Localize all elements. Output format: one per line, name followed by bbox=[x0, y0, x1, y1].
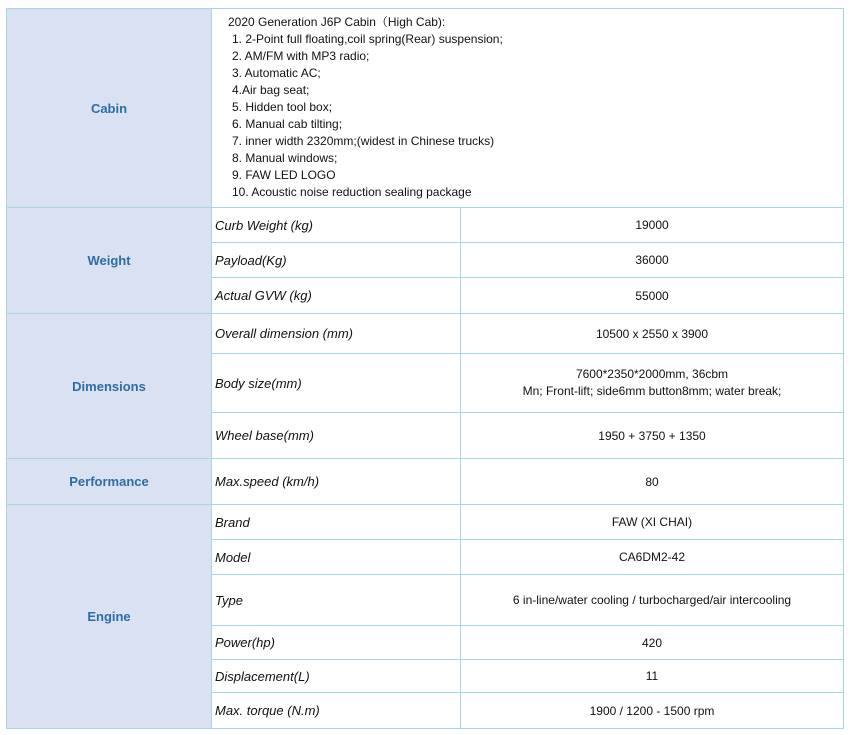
cabin-row bbox=[7, 9, 844, 208]
spec-value: 36000 bbox=[461, 243, 844, 278]
spec-label: Model bbox=[212, 540, 461, 575]
spec-label: Type bbox=[212, 575, 461, 626]
spec-value: 1900 / 1200 - 1500 rpm bbox=[461, 693, 844, 729]
engine-row bbox=[7, 505, 844, 540]
spec-label: Power(hp) bbox=[212, 626, 461, 660]
spec-table bbox=[6, 8, 844, 729]
cabin-line: 7. inner width 2320mm;(widest in Chinese trucks) bbox=[232, 134, 495, 148]
performance-row bbox=[7, 459, 844, 505]
spec-label: Payload(Kg) bbox=[212, 243, 461, 278]
spec-label: Overall dimension (mm) bbox=[212, 314, 461, 354]
category-weight: Weight bbox=[7, 208, 212, 314]
spec-label: Curb Weight (kg) bbox=[212, 208, 461, 243]
cabin-description bbox=[212, 9, 844, 208]
spec-value: 11 bbox=[461, 660, 844, 693]
spec-label: Displacement(L) bbox=[212, 660, 461, 693]
spec-value: 420 bbox=[461, 626, 844, 660]
spec-value: 10500 x 2550 x 3900 bbox=[461, 314, 844, 354]
spec-value: 6 in-line/water cooling / turbocharged/air intercooling bbox=[461, 575, 844, 626]
body-size-line-2: Mn; Front-lift; side6mm button8mm; water break; bbox=[522, 384, 782, 398]
cabin-line: 8. Manual windows; bbox=[232, 151, 338, 165]
cabin-line: 10. Acoustic noise reduction sealing package bbox=[232, 185, 472, 199]
spec-value bbox=[461, 354, 844, 413]
category-dimensions: Dimensions bbox=[7, 314, 212, 459]
spec-value: 19000 bbox=[461, 208, 844, 243]
category-cabin: Cabin bbox=[7, 9, 212, 208]
spec-value: 80 bbox=[461, 459, 844, 505]
category-performance: Performance bbox=[7, 459, 212, 505]
category-engine: Engine bbox=[7, 505, 212, 729]
cabin-line: 5. Hidden tool box; bbox=[232, 100, 333, 114]
spec-label: Actual GVW (kg) bbox=[212, 278, 461, 314]
spec-value: 1950 + 3750 + 1350 bbox=[461, 413, 844, 459]
spec-label: Body size(mm) bbox=[212, 354, 461, 413]
cabin-line: 4.Air bag seat; bbox=[232, 83, 310, 97]
cabin-line: 6. Manual cab tilting; bbox=[232, 117, 343, 131]
cabin-line: 2. AM/FM with MP3 radio; bbox=[232, 49, 370, 63]
spec-label: Max.speed (km/h) bbox=[212, 459, 461, 505]
body-size-line-1: 7600*2350*2000mm, 36cbm bbox=[575, 367, 729, 381]
cabin-line: 9. FAW LED LOGO bbox=[232, 168, 336, 182]
cabin-line: 2020 Generation J6P Cabin（High Cab): bbox=[228, 15, 446, 29]
dimensions-row bbox=[7, 314, 844, 354]
spec-label: Brand bbox=[212, 505, 461, 540]
spec-label: Max. torque (N.m) bbox=[212, 693, 461, 729]
spec-value: 55000 bbox=[461, 278, 844, 314]
spec-value: FAW (XI CHAI) bbox=[461, 505, 844, 540]
spec-value: CA6DM2-42 bbox=[461, 540, 844, 575]
weight-row bbox=[7, 208, 844, 243]
cabin-line: 3. Automatic AC; bbox=[232, 66, 321, 80]
spec-label: Wheel base(mm) bbox=[212, 413, 461, 459]
cabin-line: 1. 2-Point full floating,coil spring(Rear) suspension; bbox=[232, 32, 503, 46]
